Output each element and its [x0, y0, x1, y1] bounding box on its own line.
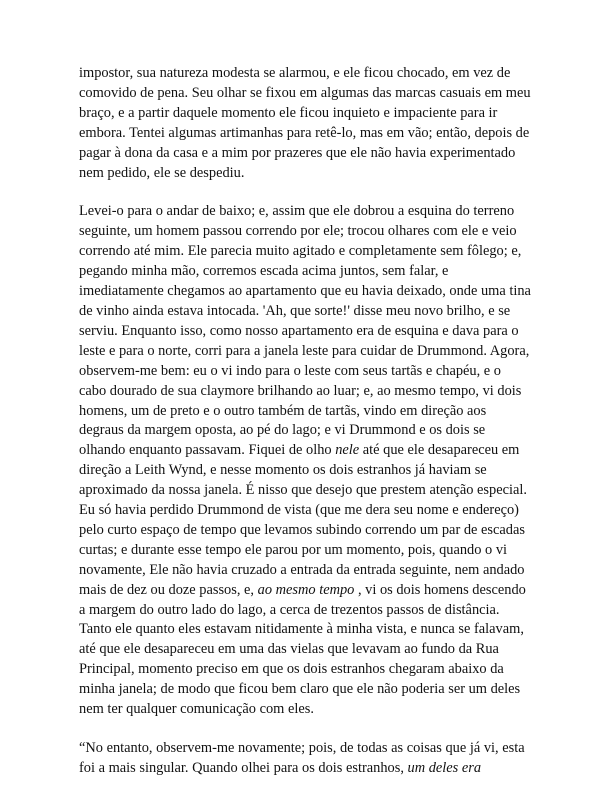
text-run: impostor, sua natureza modesta se alarmou, e ele ficou chocado, em vez de comovido de pena. Seu olhar se fixou em algumas das marcas casuais em meu braço, e a partir daquele momento ele ficou inquieto e impaciente para ir embora. Tentei algumas artimanhas para retê-lo, mas em vão; então, depois de pagar à dona da casa e a mim por prazeres que ele não havia experimentado nem pedido, ele se despediu. [79, 65, 531, 181]
italic-text: nele [335, 442, 360, 459]
paragraph-1 [79, 64, 531, 183]
paragraph-2 [79, 202, 531, 720]
paragraph-3 [79, 739, 531, 779]
text-run: até que ele desapareceu em direção a Leith Wynd, e nesse momento os dois estranhos já haviam se aproximado da nossa janela. É nisso que desejo que prestem atenção especial. Eu só havia perdido Drummond de vista (que me dera seu nome e endereço) pelo curto espaço de tempo que levamos subindo correndo um par de escadas curtas; e durante esse tempo ele parou por um momento, pois, quando o vi novamente, Ele não havia cruzado a entrada da entrada seguinte, nem andado mais de dez ou doze passos, e, [79, 442, 527, 598]
text-run: Levei-o para o andar de baixo; e, assim que ele dobrou a esquina do terreno seguinte, um homem passou correndo por ele; trocou olhares com ele e veio correndo até mim. Ele parecia muito agitado e completamente sem fôlego; e, pegando minha mão, corremos escada acima juntos, sem falar, e imediatamente chegamos ao apartamento que eu havia deixado, onde uma tina de vinho ainda estava intocada. 'Ah, que sorte!' disse meu novo brilho, e se serviu. Enquanto isso, como nosso apartamento era de esquina e dava para o leste e para o norte, corri para a janela leste para cuidar de Drummond. Agora, observem-me bem: eu o vi indo para o leste com seus tartãs e chapéu, e o cabo dourado de sua claymore brilhando ao luar; e, ao mesmo tempo, vi dois homens, um de preto e o outro também de tartãs, vindo em direção aos degraus da margem oposta, ao pé do lago; e vi Drummond e os dois se olhando enquanto passavam. Fiquei de olho [79, 203, 531, 459]
text-run: , vi os dois homens descendo a margem do outro lado do lago, a cerca de trezentos passos de distância. Tanto ele quanto eles estavam nitidamente à minha vista, e nunca se falavam, até que ele desapareceu em uma das vielas que levavam ao fundo da Rua Principal, momento preciso em que os dois estranhos chegaram abaixo da minha janela; de modo que ficou bem claro que ele não poderia ser um deles nem ter qualquer comunicação com eles. [79, 581, 526, 718]
italic-text: um deles era [407, 759, 482, 776]
document-page [79, 64, 531, 798]
italic-text: ao mesmo tempo [257, 581, 355, 598]
text-run: “No entanto, observem-me novamente; pois, de todas as coisas que já vi, esta foi a mais singular. Quando olhei para os dois estranhos, [79, 740, 525, 776]
